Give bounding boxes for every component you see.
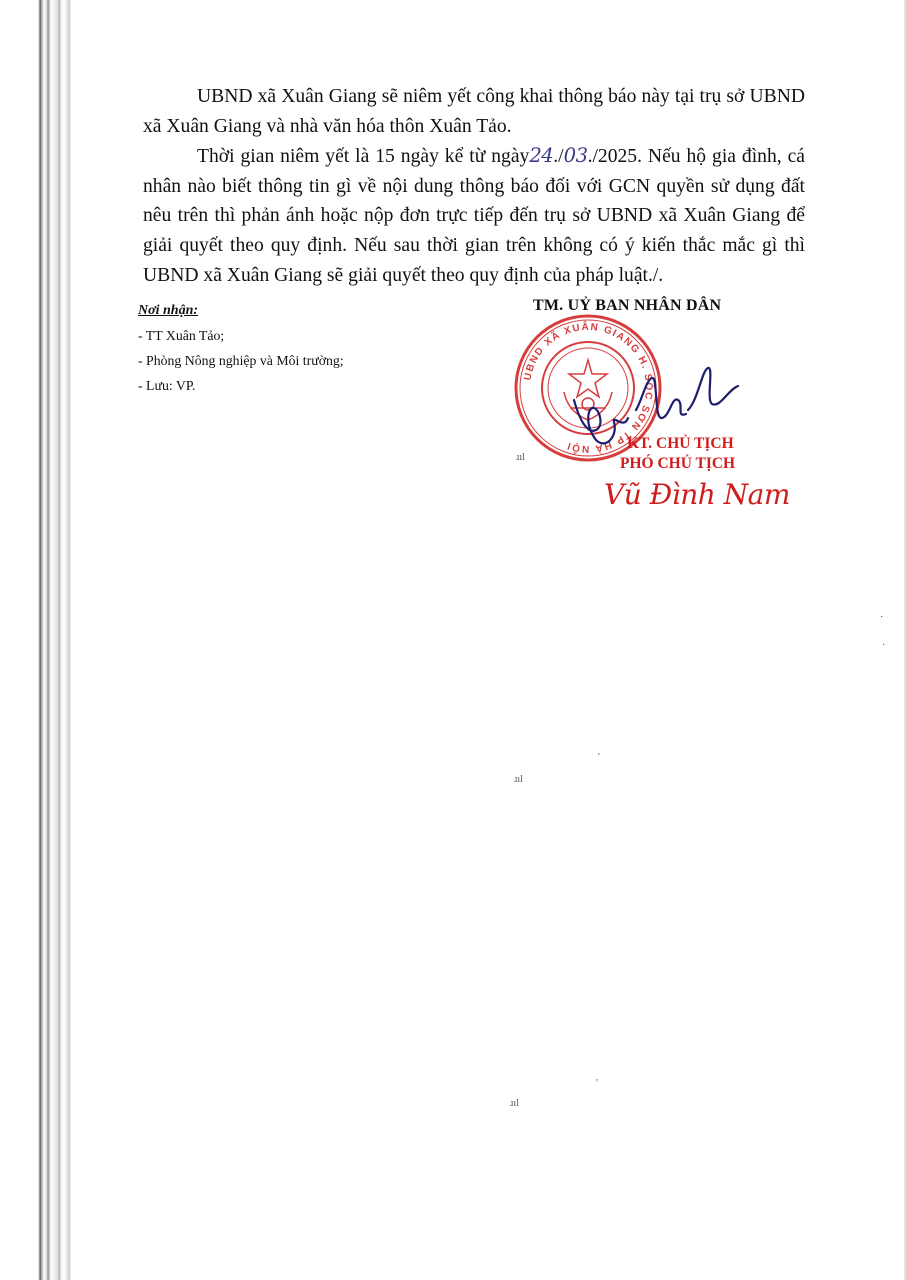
scan-speck: ɹıl (510, 1098, 519, 1109)
scan-speck: ɹıl (516, 452, 525, 463)
scan-speck: ɹıl (514, 774, 523, 785)
recipient-item: - TT Xuân Tảo; (138, 328, 225, 343)
posting-period-details: . Nếu hộ gia đình, cá nhân nào biết thông tin gì về nội dung thông báo đối với GCN quyền sử dụng đất nêu trên thì phản ánh hoặc nộp đơn trực tiếp đến trụ sở UBND xã Xuân Giang để giải quyết theo quy định. Nếu sau thời gian trên không có ý kiến thắc mắc gì thì UBND xã Xuân Giang sẽ giải quyết theo quy định của pháp luật./. (143, 146, 805, 286)
recipients-title: Nơi nhận: (138, 303, 199, 318)
scan-binding-edge (0, 0, 84, 1280)
scan-speck: · (882, 640, 886, 651)
signer-role-secondary: PHÓ CHỦ TỊCH (620, 455, 736, 472)
date-year: 2025 (597, 146, 638, 168)
scan-speck: ' (596, 1078, 598, 1089)
recipient-item: - Lưu: VP. (138, 378, 196, 393)
signature-org-title: TM. UỶ BAN NHÂN DÂN (533, 297, 722, 314)
date-separator: ./ (553, 146, 564, 168)
date-separator: ./ (587, 146, 598, 168)
handwritten-day: 24 (529, 144, 554, 168)
paragraph-posting-location: UBND xã Xuân Giang sẽ niêm yết công khai thông báo này tại trụ sở UBND xã Xuân Giang và nhà văn hóa thôn Xuân Tảo. (143, 86, 805, 137)
posting-period-intro: Thời gian niêm yết là 15 ngày kể từ ngày (197, 146, 530, 168)
paragraph-posting-period (143, 141, 805, 290)
signer-name: Vũ Đình Nam (604, 478, 790, 511)
handwritten-month: 03 (563, 144, 588, 168)
recipient-item: - Phòng Nông nghiệp và Môi trường; (138, 353, 344, 368)
recipients-list (138, 323, 438, 398)
scan-speck: · (880, 612, 884, 623)
scan-speck: ' (598, 752, 600, 763)
recipients-section (138, 298, 438, 398)
signer-role-primary: KT. CHỦ TỊCH (627, 435, 734, 452)
body-text (143, 82, 805, 290)
svg-text:UBND XÃ XUÂN GIANG H. SÓC SƠN: UBND XÃ XUÂN GIANG H. SÓC SƠN TP HÀ NỘI (522, 321, 655, 455)
